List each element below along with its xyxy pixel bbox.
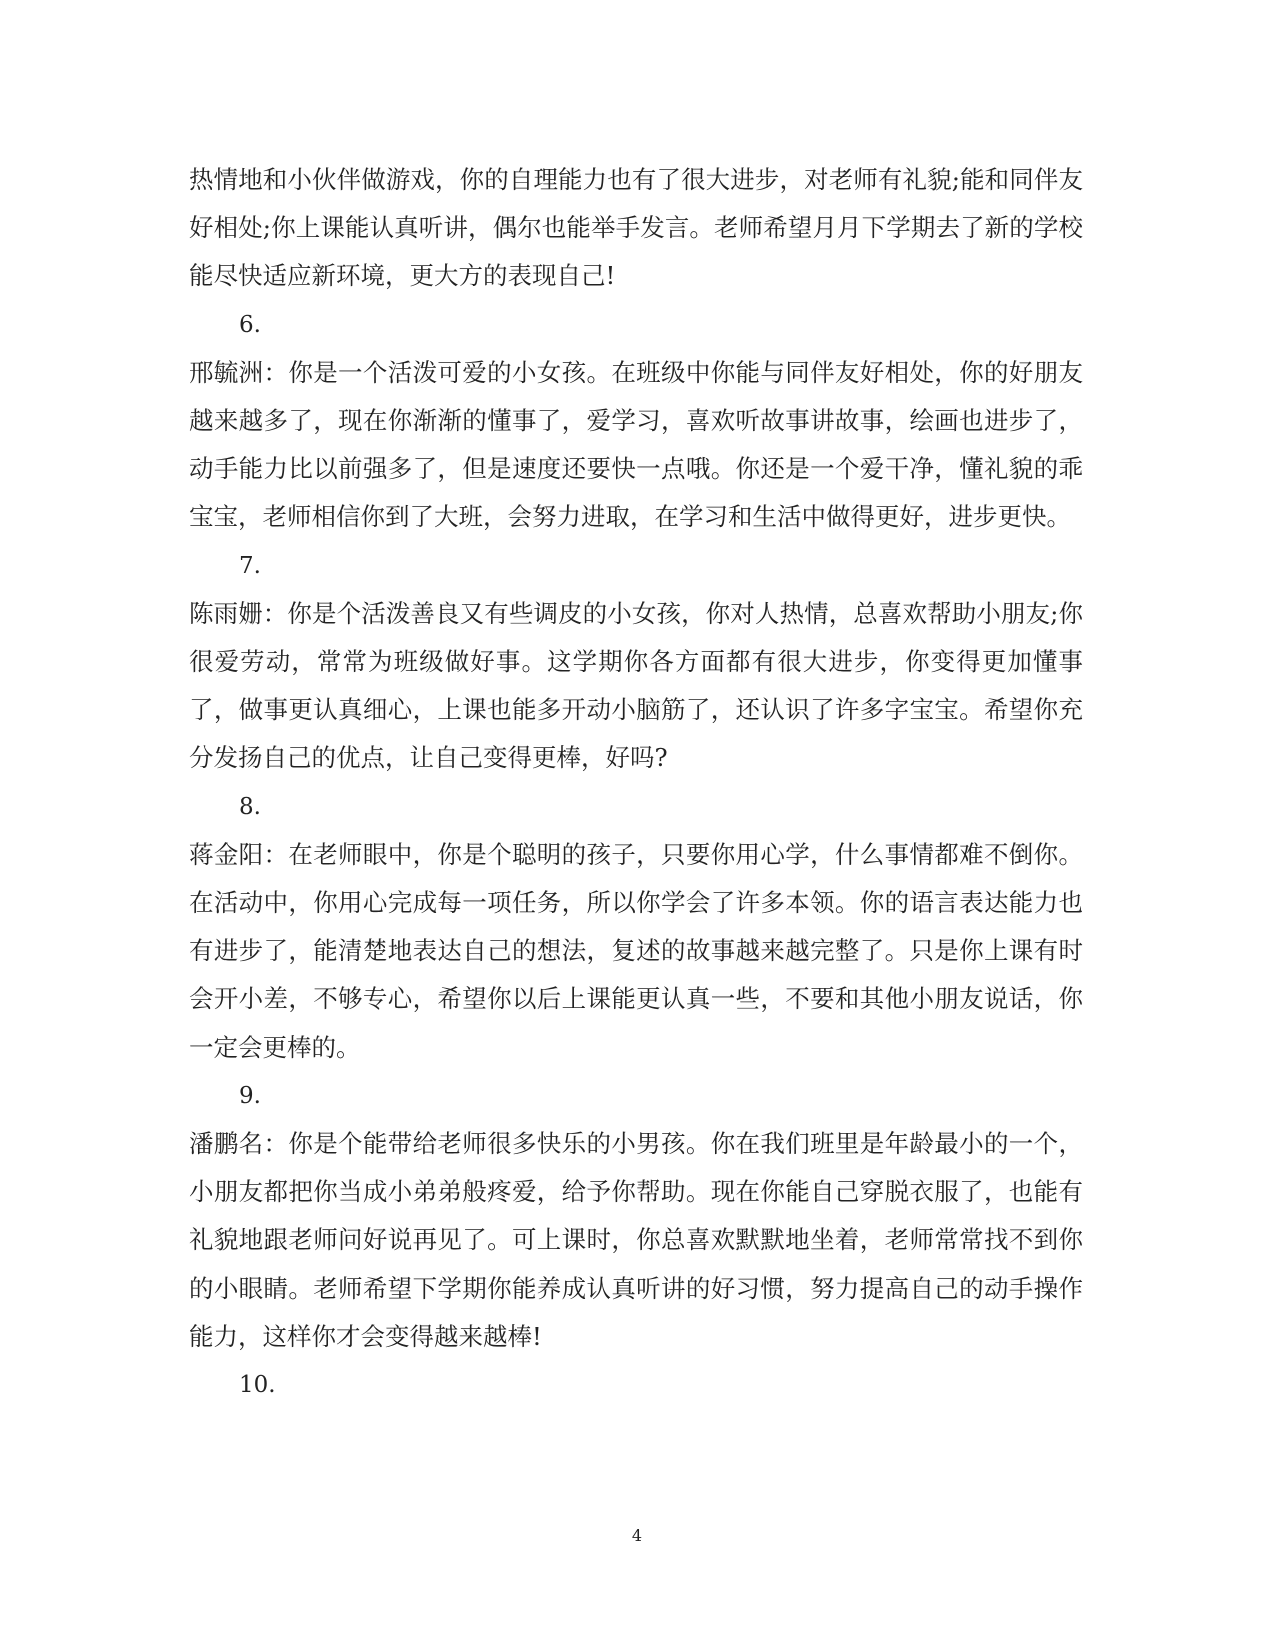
item-number-8: 8. — [239, 793, 261, 820]
paragraph-pan-pengming: 潘鹏名：你是个能带给老师很多快乐的小男孩。你在我们班里是年龄最小的一个，小朋友都把你当成小弟弟般疼爱，给予你帮助。现在你能自己穿脱衣服了，也能有礼貌地跟老师问好说再见了。可上课时，你总喜欢默默地坐着，老师常常找不到你的小眼睛。老师希望下学期你能养成认真听讲的好习惯，努力提高自己的动手操作能力，这样你才会变得越来越棒! — [189, 1129, 1083, 1351]
document-body — [189, 156, 1083, 1409]
item-number-9: 9. — [239, 1082, 261, 1109]
item-number-6: 6. — [239, 311, 261, 338]
paragraph-jiang-jinyang: 蒋金阳：在老师眼中，你是个聪明的孩子，只要你用心学，什么事情都难不倒你。在活动中，你用心完成每一项任务，所以你学会了许多本领。你的语言表达能力也有进步了，能清楚地表达自己的想法，复述的故事越来越完整了。只是你上课有时会开小差，不够专心，希望你以后上课能更认真一些，不要和其他小朋友说话，你一定会更棒的。 — [189, 839, 1083, 1062]
item-number-10: 10. — [239, 1372, 276, 1399]
paragraph-chen-yushan: 陈雨姗：你是个活泼善良又有些调皮的小女孩，你对人热情，总喜欢帮助小朋友;你很爱劳动，常常为班级做好事。这学期你各方面都有很大进步，你变得更加懂事了，做事更认真细心，上课也能多开动小脑筋了，还认识了许多字宝宝。希望你充分发扬自己的优点，让自己变得更棒，好吗? — [189, 598, 1083, 773]
item-number-7: 7. — [239, 552, 261, 579]
paragraph-continued: 热情地和小伙伴做游戏，你的自理能力也有了很大进步，对老师有礼貌;能和同伴友好相处;你上课能认真听讲，偶尔也能举手发言。老师希望月月下学期去了新的学校能尽快适应新环境，更大方的表现自己! — [189, 165, 1083, 291]
page-number: 4 — [631, 1526, 643, 1545]
paragraph-xing-yuzhou: 邢毓洲：你是一个活泼可爱的小女孩。在班级中你能与同伴友好相处，你的好朋友越来越多了，现在你渐渐的懂事了，爱学习，喜欢听故事讲故事，绘画也进步了，动手能力比以前强多了，但是速度还要快一点哦。你还是一个爱干净，懂礼貌的乖宝宝，老师相信你到了大班，会努力进取，在学习和生活中做得更好，进步更快。 — [189, 357, 1083, 532]
